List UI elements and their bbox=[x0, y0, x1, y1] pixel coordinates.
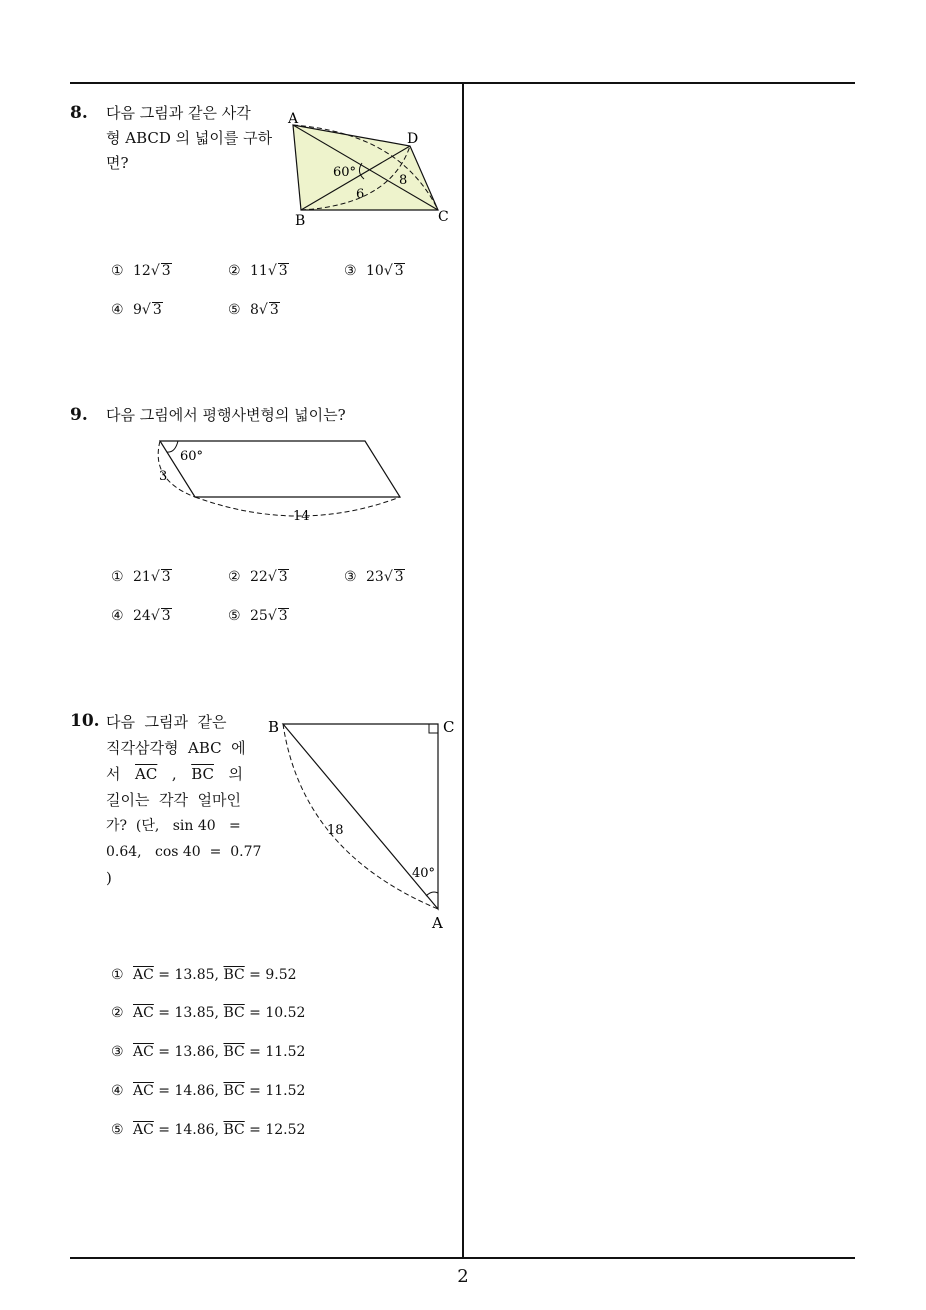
page-number: 2 bbox=[457, 1266, 469, 1287]
option-5[interactable]: ⑤ $\overline{AC} = 14.86$, $\overline{BC} = 12.52$ bbox=[111, 1122, 306, 1138]
question-number: 9. bbox=[70, 405, 88, 425]
label-base: 14 bbox=[293, 509, 310, 524]
question-text: 다음 그림에서 평행사변형의 넓이는? bbox=[106, 406, 346, 424]
option-2[interactable]: ② 11√ 3 bbox=[228, 263, 288, 279]
option-1[interactable]: ① $\overline{AC} = 13.85$, $\overline{BC} = 9.52$ bbox=[111, 967, 297, 983]
quadrilateral-figure bbox=[280, 105, 460, 235]
label-b: B bbox=[268, 718, 280, 736]
option-3[interactable]: ③ 23√ 3 bbox=[344, 569, 404, 585]
option-3[interactable]: ③ $\overline{AC} = 13.86$, $\overline{BC} = 11.52$ bbox=[111, 1044, 306, 1060]
label-hypotenuse: 18 bbox=[327, 823, 344, 838]
label-b: B bbox=[295, 213, 306, 229]
option-2[interactable]: ② 22√ 3 bbox=[228, 569, 288, 585]
label-c: C bbox=[443, 718, 455, 736]
option-1[interactable]: ① 12√ 3 bbox=[111, 263, 171, 279]
option-5[interactable]: ⑤ 25√ 3 bbox=[228, 608, 288, 624]
label-a: A bbox=[288, 111, 299, 127]
label-length-6: 6 bbox=[356, 187, 365, 202]
question-number: 8. bbox=[70, 103, 88, 123]
label-a: A bbox=[432, 914, 443, 932]
option-5[interactable]: ⑤ 8√ 3 bbox=[228, 302, 279, 318]
option-1[interactable]: ① 21√ 3 bbox=[111, 569, 171, 585]
question-number: 10. bbox=[70, 711, 100, 731]
label-length-8: 8 bbox=[399, 173, 408, 188]
question-text: 다음 그림과 같은 직각삼각형 ABC 에 서 $\overline{AC}$ , $\overline{BC}$ 의 길이는 각각 얼마인 가? (단, sin 40 = 0.64, cos 40 = 0.77 ) bbox=[106, 713, 262, 887]
parallelogram-figure bbox=[150, 430, 410, 530]
option-3[interactable]: ③ 10√ 3 bbox=[344, 263, 404, 279]
option-4[interactable]: ④ 24√ 3 bbox=[111, 608, 171, 624]
label-d: D bbox=[407, 131, 419, 147]
label-angle: 60° bbox=[180, 449, 204, 464]
label-c: C bbox=[438, 209, 449, 225]
option-2[interactable]: ② $\overline{AC} = 13.85$, $\overline{BC} = 10.52$ bbox=[111, 1005, 306, 1021]
label-angle: 40° bbox=[412, 866, 436, 881]
label-angle: 60° bbox=[333, 165, 357, 180]
option-4[interactable]: ④ 9√ 3 bbox=[111, 302, 162, 318]
right-triangle-figure bbox=[262, 712, 462, 937]
column-divider bbox=[462, 82, 464, 1258]
label-side: 3 bbox=[159, 469, 168, 484]
option-4[interactable]: ④ $\overline{AC} = 14.86$, $\overline{BC} = 11.52$ bbox=[111, 1083, 306, 1099]
question-text: 다음 그림과 같은 사각 형 ABCD 의 넓이를 구하 면? bbox=[106, 104, 273, 172]
